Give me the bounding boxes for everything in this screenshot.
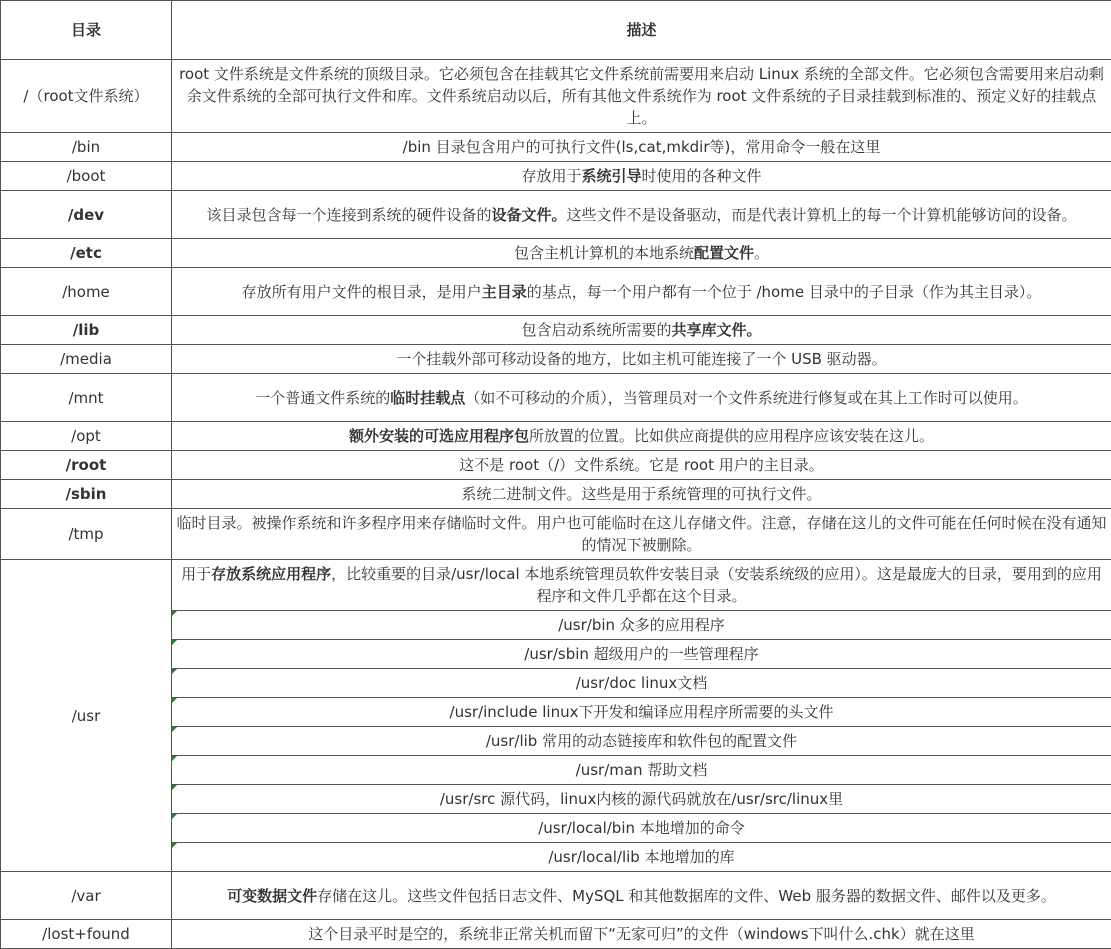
dir-cell: /tmp <box>1 509 172 560</box>
desc-text: 包含启动系统所需要的 <box>521 321 671 339</box>
dir-cell: /sbin <box>1 480 172 509</box>
usr-sub-cell: /usr/man 帮助文档 <box>172 756 1111 785</box>
desc-text: 这些文件不是设备驱动，而是代表计算机上的每一个计算机能够访问的设备。 <box>567 206 1077 224</box>
table-row <box>1 451 1111 480</box>
dir-cell: /lost+found <box>1 920 172 949</box>
dir-cell: /（root文件系统） <box>1 60 172 133</box>
desc-bold: 共享库文件。 <box>672 321 762 339</box>
desc-text: 存储在这儿。这些文件包括日志文件、MySQL 和其他数据库的文件、Web 服务器的数据文件、邮件以及更多。 <box>317 887 1056 905</box>
desc-text: 。 <box>754 244 769 262</box>
desc-bold: 设备文件。 <box>491 206 566 224</box>
desc-bold: 存放系统应用程序 <box>211 565 331 583</box>
dir-cell: /etc <box>1 239 172 268</box>
usr-sub-cell: /usr/lib 常用的动态链接库和软件包的配置文件 <box>172 727 1111 756</box>
dir-cell: /var <box>1 872 172 920</box>
desc-cell: root 文件系统是文件系统的顶级目录。它必须包含在挂载其它文件系统前需要用来启动 Linux 系统的全部文件。它必须包含需要用来启动剩余文件系统的全部可执行文件和库。文件系统启动以后，所有其他文件系统作为 root 文件系统的子目录挂载到标准的、预定义好的挂载点上。 <box>172 60 1111 133</box>
desc-text: 时使用的各种文件 <box>642 167 762 185</box>
desc-bold: 额外安装的可选应用程序包 <box>349 427 529 445</box>
usr-sub-cell: /usr/local/bin 本地增加的命令 <box>172 814 1111 843</box>
desc-text: （如不可移动的介质），当管理员对一个文件系统进行修复或在其上工作时可以使用。 <box>465 389 1028 407</box>
table-row <box>1 374 1111 422</box>
header-row <box>1 1 1111 60</box>
desc-text: ，比较重要的目录/usr/local 本地系统管理员软件安装目录（安装系统级的应用）。这是最庞大的目录，要用到的应用程序和文件几乎都在这个目录。 <box>331 565 1102 605</box>
desc-text: 所放置的位置。比如供应商提供的应用程序应该安装在这儿。 <box>529 427 934 445</box>
dir-cell: /lib <box>1 316 172 345</box>
dir-cell: /dev <box>1 191 172 239</box>
desc-bold: 系统引导 <box>581 167 641 185</box>
table-row <box>1 920 1111 949</box>
desc-bold: 配置文件 <box>694 244 754 262</box>
usr-sub-cell: /usr/local/lib 本地增加的库 <box>172 843 1111 872</box>
table-row <box>1 872 1111 920</box>
usr-sub-cell: /usr/doc linux文档 <box>172 669 1111 698</box>
desc-text: 存放所有用户文件的根目录，是用户 <box>242 283 482 301</box>
dir-cell: /home <box>1 268 172 316</box>
header-desc: 描述 <box>172 1 1111 60</box>
desc-text: 的基点，每一个用户都有一个位于 /home 目录中的子目录（作为其主目录）。 <box>527 283 1042 301</box>
desc-text: 该目录包含每一个连接到系统的硬件设备的 <box>206 206 491 224</box>
desc-cell: 临时目录。被操作系统和许多程序用来存储临时文件。用户也可能临时在这儿存储文件。注意，存储在这儿的文件可能在任何时候在没有通知的情况下被删除。 <box>172 509 1111 560</box>
desc-bold: 临时挂载点 <box>390 389 465 407</box>
table-row <box>1 316 1111 345</box>
table-row <box>1 239 1111 268</box>
table-row <box>1 60 1111 133</box>
desc-bold: 主目录 <box>482 283 527 301</box>
header-dir: 目录 <box>1 1 172 60</box>
desc-cell <box>172 374 1111 422</box>
table-row <box>1 560 1111 611</box>
desc-cell <box>172 191 1111 239</box>
usr-sub-cell: /usr/include linux下开发和编译应用程序所需要的头文件 <box>172 698 1111 727</box>
usr-sub-cell: /usr/bin 众多的应用程序 <box>172 611 1111 640</box>
table-row <box>1 162 1111 191</box>
table-row <box>1 268 1111 316</box>
usr-sub-cell: /usr/src 源代码，linux内核的源代码就放在/usr/src/linux里 <box>172 785 1111 814</box>
dir-cell: /usr <box>1 560 172 872</box>
desc-cell: 这个目录平时是空的，系统非正常关机而留下“无家可归”的文件（windows下叫什么.chk）就在这里 <box>172 920 1111 949</box>
table-row <box>1 133 1111 162</box>
desc-cell <box>172 239 1111 268</box>
dir-cell: /opt <box>1 422 172 451</box>
desc-cell: /bin 目录包含用户的可执行文件(ls,cat,mkdir等)，常用命令一般在这里 <box>172 133 1111 162</box>
desc-text: 存放用于 <box>521 167 581 185</box>
table-row <box>1 480 1111 509</box>
dir-cell: /mnt <box>1 374 172 422</box>
desc-cell: 这不是 root（/）文件系统。它是 root 用户的主目录。 <box>172 451 1111 480</box>
desc-cell <box>172 872 1111 920</box>
desc-cell <box>172 162 1111 191</box>
dir-cell: /root <box>1 451 172 480</box>
table-row <box>1 191 1111 239</box>
desc-cell: 系统二进制文件。这些是用于系统管理的可执行文件。 <box>172 480 1111 509</box>
desc-text: 用于 <box>181 565 211 583</box>
dir-cell: /media <box>1 345 172 374</box>
desc-bold: 可变数据文件 <box>227 887 317 905</box>
desc-cell <box>172 560 1111 611</box>
desc-cell <box>172 422 1111 451</box>
desc-text: 一个普通文件系统的 <box>255 389 390 407</box>
table-row <box>1 422 1111 451</box>
table-row <box>1 509 1111 560</box>
table-row <box>1 345 1111 374</box>
usr-sub-cell: /usr/sbin 超级用户的一些管理程序 <box>172 640 1111 669</box>
desc-text: 包含主机计算机的本地系统 <box>514 244 694 262</box>
dir-cell: /bin <box>1 133 172 162</box>
desc-cell <box>172 316 1111 345</box>
desc-cell: 一个挂载外部可移动设备的地方，比如主机可能连接了一个 USB 驱动器。 <box>172 345 1111 374</box>
dir-cell: /boot <box>1 162 172 191</box>
desc-cell <box>172 268 1111 316</box>
